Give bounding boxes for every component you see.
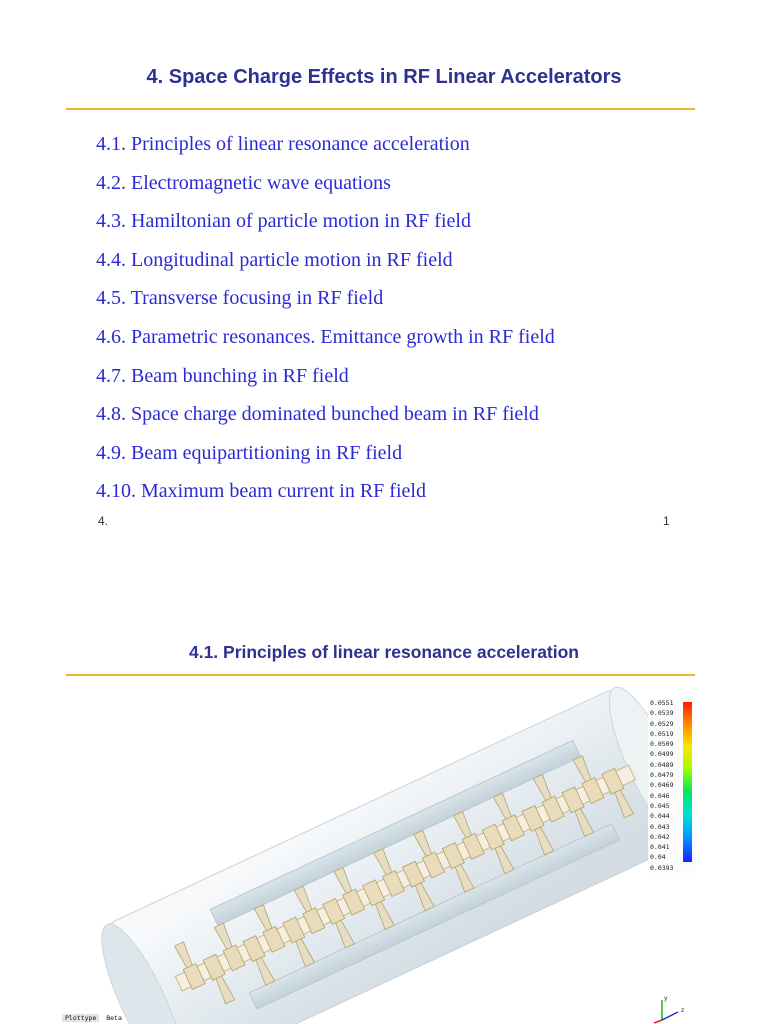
slide-title: 4.1. Principles of linear resonance acceleration xyxy=(188,642,580,662)
color-legend xyxy=(648,698,696,873)
slide-title: 4. Space Charge Effects in RF Linear Accelerators xyxy=(146,66,622,88)
toc-item: 4.3. Hamiltonian of particle motion in RF field xyxy=(96,210,471,233)
plottype-value: Beta xyxy=(106,1014,122,1022)
axes-triad-icon xyxy=(648,994,692,1024)
toc-item: 4.9. Beam equipartitioning in RF field xyxy=(96,441,403,464)
footer-section-number: 4. xyxy=(98,514,109,528)
plottype-indicator xyxy=(62,1014,125,1022)
legend-value: 0.044 xyxy=(650,812,670,821)
toc-item: 4.1. Principles of linear resonance acceleration xyxy=(96,133,470,155)
toc-item: 4.10. Maximum beam current in RF field xyxy=(96,480,426,503)
legend-labels xyxy=(650,698,673,873)
legend-value: 0.0393 xyxy=(650,863,674,872)
slide-2 xyxy=(0,620,768,1024)
table-of-contents xyxy=(96,130,555,516)
axis-z-label: z xyxy=(681,1007,685,1014)
legend-value: 0.045 xyxy=(650,801,670,810)
toc-item: 4.7. Beam bunching in RF field xyxy=(96,364,349,387)
axis-y-label: y xyxy=(664,995,668,1002)
toc-item: 4.2. Electromagnetic wave equations xyxy=(96,171,391,194)
toc-item: 4.4. Longitudinal particle motion in RF field xyxy=(96,248,453,271)
toc-item: 4.5. Transverse focusing in RF field xyxy=(96,287,384,310)
legend-value: 0.0479 xyxy=(650,771,674,780)
title-rule xyxy=(66,674,695,676)
legend-value: 0.0469 xyxy=(650,781,674,790)
legend-value: 0.0529 xyxy=(650,719,674,728)
toc-item: 4.6. Parametric resonances. Emittance growth in RF field xyxy=(96,325,555,348)
legend-value: 0.0519 xyxy=(650,729,674,738)
plottype-label: Plottype xyxy=(62,1014,99,1022)
legend-value: 0.0509 xyxy=(650,740,674,749)
legend-value: 0.0551 xyxy=(650,699,674,707)
toc-item: 4.8. Space charge dominated bunched beam in RF field xyxy=(96,403,539,426)
legend-value: 0.0499 xyxy=(650,750,674,759)
legend-value: 0.041 xyxy=(650,843,670,852)
legend-value: 0.0539 xyxy=(650,709,674,718)
legend-value: 0.043 xyxy=(650,822,670,831)
accelerator-structure-rendering xyxy=(66,685,696,1024)
legend-value: 0.046 xyxy=(650,791,670,800)
legend-value: 0.0489 xyxy=(650,760,674,769)
footer-page-number: 1 xyxy=(663,514,670,528)
legend-color-bar xyxy=(683,702,692,862)
legend-value: 0.04 xyxy=(650,853,666,862)
title-rule xyxy=(66,108,695,110)
legend-value: 0.042 xyxy=(650,832,670,841)
